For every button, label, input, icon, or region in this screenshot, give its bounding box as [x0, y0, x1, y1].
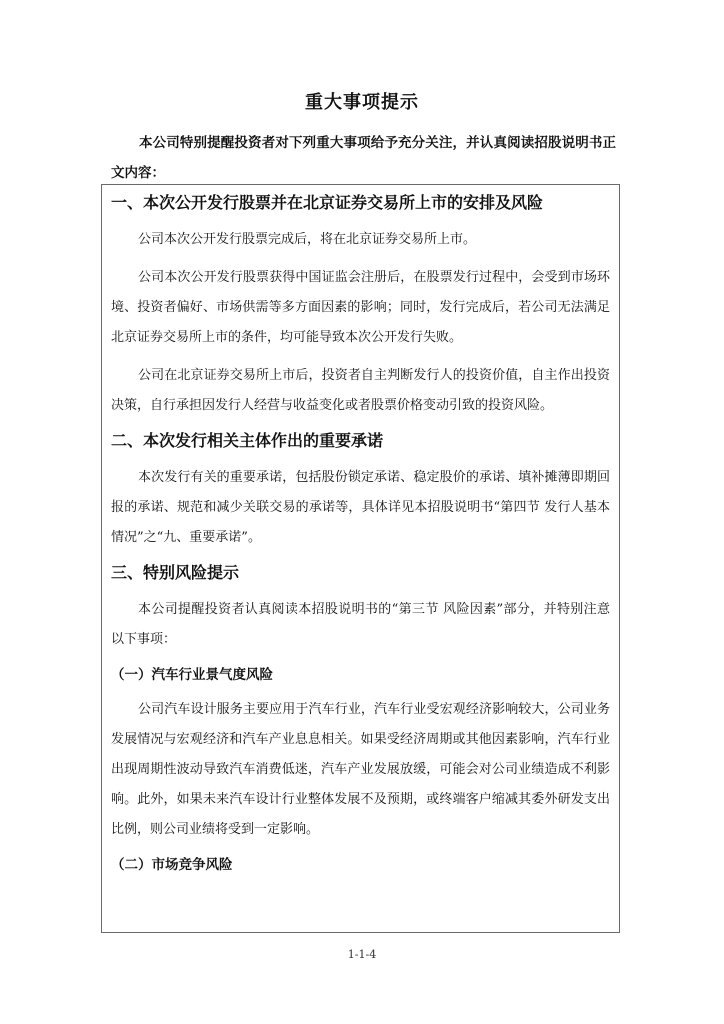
section-2-paragraph-1: 本次发行有关的重要承诺，包括股份锁定承诺、稳定股价的承诺、填补摊薄即期回报的承诺、规范和减少关联交易的承诺等，具体详见本招股说明书“第四节 发行人基本情况”之“九、重要承诺”。: [111, 470, 610, 545]
content-box: [101, 184, 620, 933]
section-1-paragraph-3: 公司在北京证券交易所上市后，投资者自主判断发行人的投资价值，自主作出投资决策，自行承担因发行人经营与收益变化或者股票价格变动引致的投资风险。: [111, 368, 610, 413]
subsection-2-heading: （二）市场竞争风险: [111, 857, 233, 873]
subsection-1-paragraph: 公司汽车设计服务主要应用于汽车行业，汽车行业受宏观经济影响较大，公司业务发展情况与宏观经济和汽车产业息息相关。如果受经济周期或其他因素影响，汽车行业出现周期性波动导致汽车消费低迷，汽车产业发展放缓，可能会对公司业绩造成不利影响。此外，如果未来汽车设计行业整体发展不及预期，或终端客户缩减其委外研发支出比例，则公司业绩将受到一定影响。: [111, 702, 610, 837]
section-1-heading: 一、本次公开发行股票并在北京证券交易所上市的安排及风险: [111, 193, 544, 212]
page-number: 1-1-4: [347, 948, 377, 961]
section-3-heading: 三、特别风险提示: [111, 563, 240, 582]
subsection-1-heading: （一）汽车行业景气度风险: [111, 667, 273, 683]
section-2-heading: 二、本次发行相关主体作出的重要承诺: [111, 431, 384, 450]
page-title: 重大事项提示: [305, 92, 419, 113]
section-1-paragraph-2: 公司本次公开发行股票获得中国证监会注册后，在股票发行过程中，会受到市场环境、投资者偏好、市场供需等多方面因素的影响；同时，发行完成后，若公司无法满足北京证券交易所上市的条件，均可能导致本次公开发行失败。: [111, 270, 610, 345]
section-1-paragraph-1: 公司本次公开发行股票完成后，将在北京证券交易所上市。: [138, 232, 477, 247]
section-3-paragraph-1: 本公司提醒投资者认真阅读本招股说明书的“第三节 风险因素”部分，并特别注意以下事项：: [111, 602, 610, 647]
intro-paragraph: 本公司特别提醒投资者对下列重大事项给予充分关注，并认真阅读招股说明书正文内容：: [111, 135, 616, 181]
